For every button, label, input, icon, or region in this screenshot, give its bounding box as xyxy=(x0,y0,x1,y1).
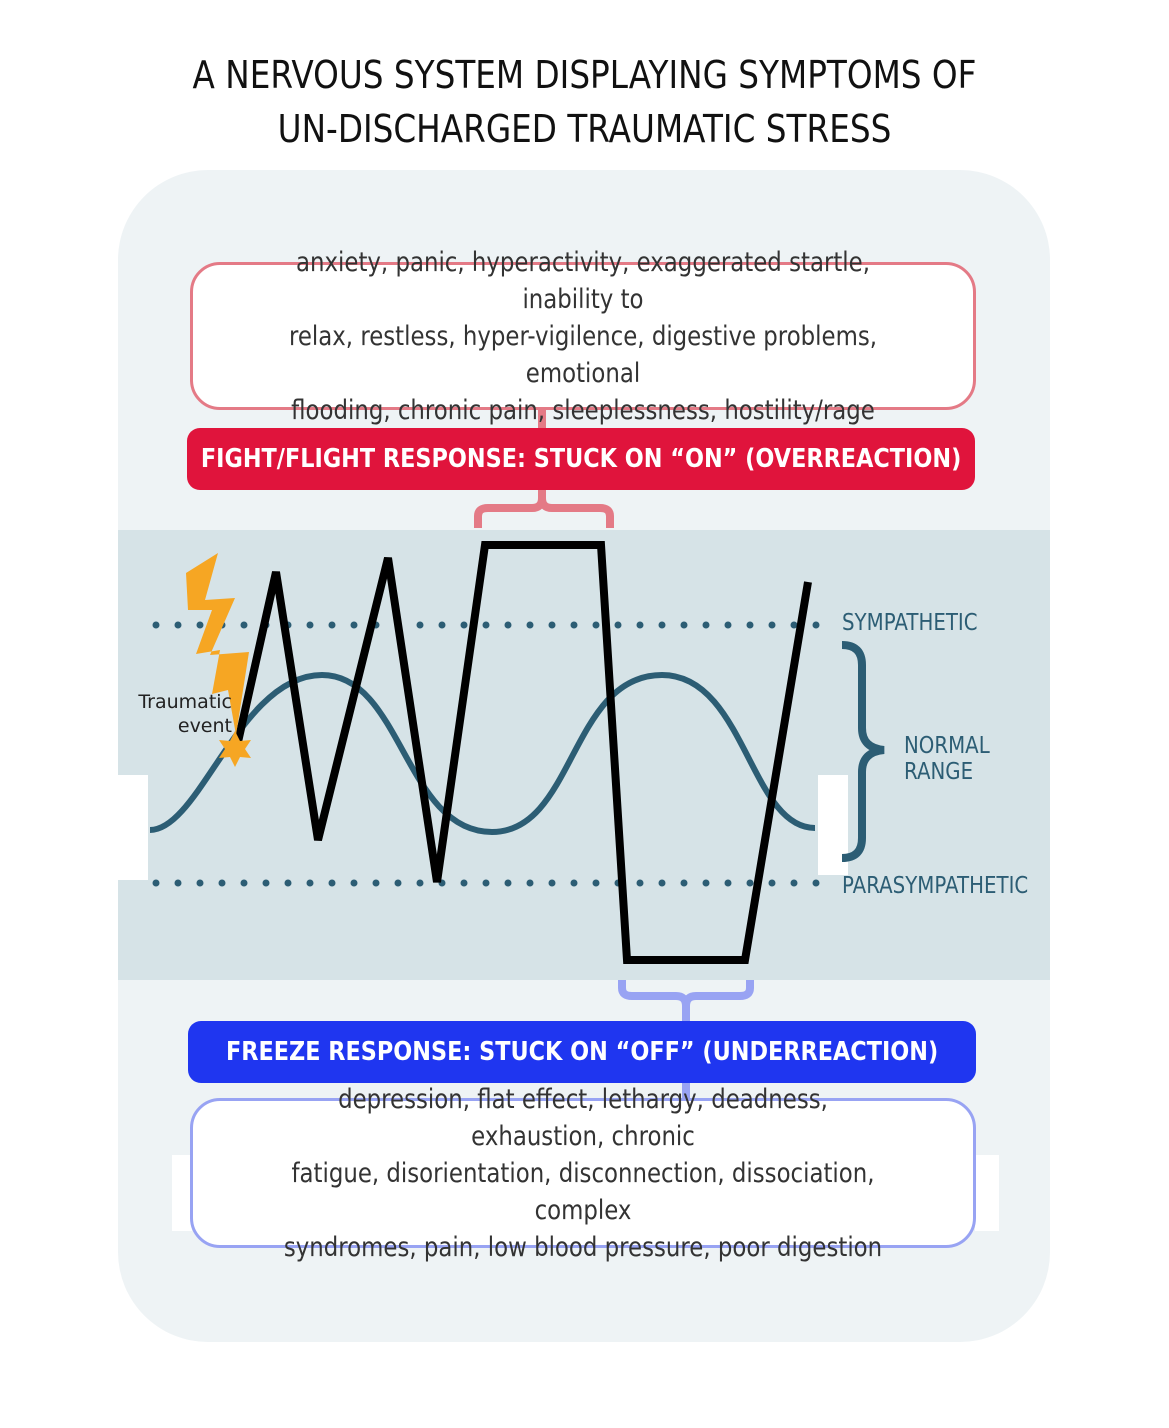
normal-range-bracket xyxy=(842,645,884,858)
top-symptoms-line-1: anxiety, panic, hyperactivity, exaggerated startle, inability to xyxy=(296,246,870,315)
bottom-symptoms-line-1: depression, flat effect, lethargy, deadness, exhaustion, chronic xyxy=(338,1083,828,1152)
traumatic-label-2: event xyxy=(177,715,232,737)
top-symptoms-line-2: relax, restless, hyper-vigilence, digestive problems, emotional xyxy=(288,320,878,389)
fight-flight-banner xyxy=(187,428,975,490)
parasympathetic-label: PARASYMPATHETIC xyxy=(842,873,1029,899)
trauma-response-line xyxy=(238,545,808,960)
fight-flight-banner-text: FIGHT/FLIGHT RESPONSE: STUCK ON “ON” (OVERREACTION) xyxy=(200,444,962,474)
traumatic-event-label xyxy=(120,690,232,738)
traumatic-label-1: Traumatic xyxy=(138,691,232,713)
title-line-1: A NERVOUS SYSTEM DISPLAYING SYMPTOMS OF xyxy=(192,53,977,97)
normal-range-label-2: RANGE xyxy=(904,759,974,785)
normal-range-label-1: NORMAL xyxy=(904,733,990,759)
overreaction-symptoms-box xyxy=(190,246,976,426)
title-line-2: UN-DISCHARGED TRAUMATIC STRESS xyxy=(277,107,892,151)
bottom-symptoms-line-2: fatigue, disorientation, disconnection, dissociation, complex xyxy=(291,1157,875,1226)
freeze-banner-text: FREEZE RESPONSE: STUCK ON “OFF” (UNDERREACTION) xyxy=(225,1037,939,1067)
top-symptoms-line-3: flooding, chronic pain, sleeplessness, hostility/rage xyxy=(291,394,875,426)
underreaction-symptoms-box xyxy=(190,1083,976,1263)
sympathetic-label: SYMPATHETIC xyxy=(842,610,978,636)
freeze-banner xyxy=(188,1021,976,1083)
bottom-symptoms-line-3: syndromes, pain, low blood pressure, poor digestion xyxy=(283,1231,883,1263)
normal-range-label xyxy=(904,733,990,785)
